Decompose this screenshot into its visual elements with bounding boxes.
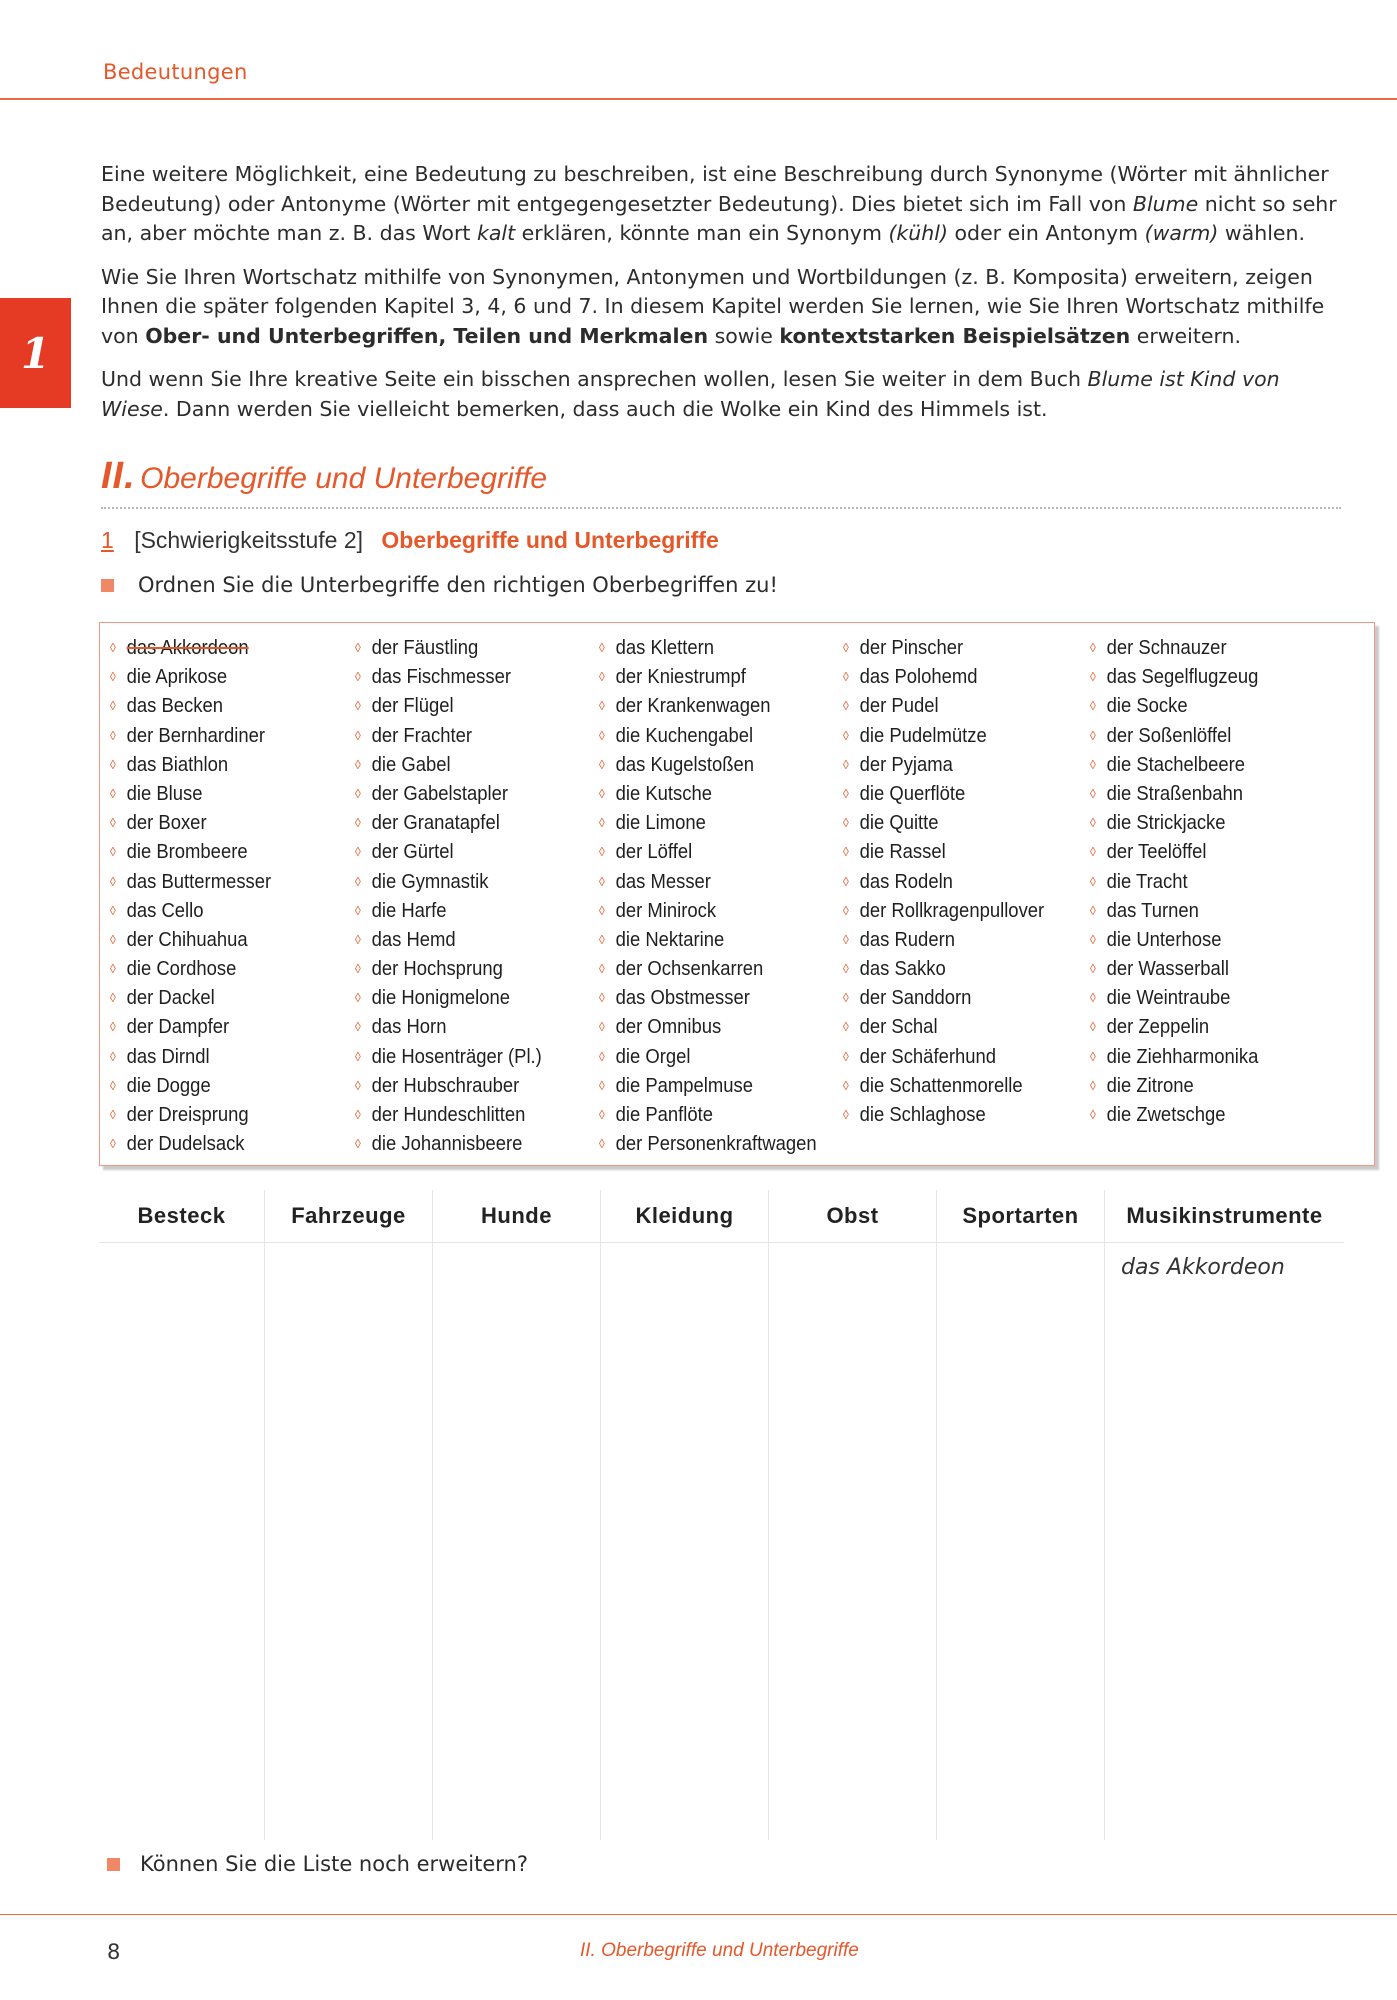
diamond-bullet-icon: ◊ — [599, 961, 605, 977]
word-item: ◊ die Kuchengabel — [599, 723, 754, 747]
footer-divider — [0, 1914, 1397, 1915]
word-item: ◊ die Socke — [1090, 694, 1188, 718]
diamond-bullet-icon: ◊ — [110, 1019, 116, 1035]
category-table — [99, 1190, 1344, 1840]
intro-paragraph-1: Eine weitere Möglichkeit, eine Bedeutung zu beschreiben, ist eine Beschreibung durch Synonyme (Wörter mit ähnlicher Bedeutung) oder Antonyme (Wörter mit entgegengesetzter Bedeutung). Dies bietet sich im Fall von Blume nicht so sehr an, aber möchte man z. B. das Wort kalt erklären, könnte man ein Synonym (kühl) oder ein Antonym (warm) wählen. — [101, 162, 1337, 245]
diamond-bullet-icon: ◊ — [355, 669, 361, 685]
section-heading — [101, 455, 1341, 509]
word-item: ◊ die Straßenbahn — [1090, 781, 1244, 805]
diamond-bullet-icon: ◊ — [843, 902, 849, 918]
task-title: Oberbegriffe und Unterbegriffe — [381, 527, 719, 553]
chapter-tab: 1 — [0, 298, 71, 408]
word-item: ◊ die Bluse — [110, 781, 203, 805]
word-item: ◊ der Granatapfel — [355, 811, 500, 835]
category-column-fahrzeuge — [265, 1190, 433, 1840]
word-item: ◊ die Harfe — [355, 898, 447, 922]
word-item: ◊ das Akkordeon — [110, 636, 249, 659]
word-item: ◊ der Schal — [843, 1015, 938, 1039]
diamond-bullet-icon: ◊ — [1090, 669, 1096, 685]
diamond-bullet-icon: ◊ — [110, 844, 116, 860]
word-item: ◊ der Wasserball — [1090, 957, 1229, 981]
word-item: ◊ der Personenkraftwagen — [599, 1132, 817, 1156]
word-item: ◊ der Frachter — [355, 723, 473, 747]
word-item: ◊ der Rollkragenpullover — [843, 898, 1045, 922]
word-item: ◊ die Zwetschge — [1090, 1103, 1226, 1126]
task-instruction: Ordnen Sie die Unterbegriffe den richtigen Oberbegriffen zu! — [101, 573, 778, 597]
diamond-bullet-icon: ◊ — [599, 756, 605, 772]
diamond-bullet-icon: ◊ — [843, 1019, 849, 1035]
diamond-bullet-icon: ◊ — [599, 1077, 605, 1093]
word-item: ◊ die Nektarine — [599, 927, 725, 951]
diamond-bullet-icon: ◊ — [843, 990, 849, 1006]
task-number: 1 — [101, 527, 114, 553]
intro-paragraph-3: Und wenn Sie Ihre kreative Seite ein bisschen ansprechen wollen, lesen Sie weiter in dem Buch Blume ist Kind von Wiese. Dann werden Sie vielleicht bemerken, dass auch die Wolke ein Kind des Himmels ist. — [101, 367, 1280, 421]
word-item: ◊ der Flügel — [355, 694, 454, 718]
word-item: ◊ die Limone — [599, 811, 706, 835]
diamond-bullet-icon: ◊ — [355, 844, 361, 860]
word-item: ◊ der Pudel — [843, 694, 939, 718]
diamond-bullet-icon: ◊ — [110, 873, 116, 889]
diamond-bullet-icon: ◊ — [599, 902, 605, 918]
diamond-bullet-icon: ◊ — [843, 931, 849, 947]
word-item: ◊ der Minirock — [599, 898, 717, 922]
diamond-bullet-icon: ◊ — [355, 961, 361, 977]
category-header: Besteck — [99, 1190, 264, 1243]
word-item: ◊ das Hemd — [355, 927, 456, 951]
word-item: ◊ die Aprikose — [110, 665, 228, 689]
diamond-bullet-icon: ◊ — [1090, 756, 1096, 772]
diamond-bullet-icon: ◊ — [599, 873, 605, 889]
diamond-bullet-icon: ◊ — [1090, 698, 1096, 714]
word-item: ◊ der Pinscher — [843, 636, 964, 659]
diamond-bullet-icon: ◊ — [843, 815, 849, 831]
word-item: ◊ der Sanddorn — [843, 986, 972, 1010]
word-column-1 — [110, 633, 289, 1158]
word-item: ◊ die Weintraube — [1090, 986, 1231, 1010]
diamond-bullet-icon: ◊ — [1090, 640, 1096, 655]
word-item: ◊ der Löffel — [599, 840, 693, 864]
diamond-bullet-icon: ◊ — [843, 785, 849, 801]
word-item: ◊ das Klettern — [599, 636, 715, 659]
diamond-bullet-icon: ◊ — [110, 669, 116, 685]
page-number: 8 — [107, 1940, 121, 1964]
category-header: Sportarten — [937, 1190, 1104, 1243]
word-item: ◊ der Pyjama — [843, 752, 953, 776]
intro-text — [101, 160, 1341, 438]
diamond-bullet-icon: ◊ — [843, 698, 849, 714]
diamond-bullet-icon: ◊ — [599, 844, 605, 860]
word-item: ◊ die Tracht — [1090, 869, 1188, 893]
word-item: ◊ die Gabel — [355, 752, 451, 776]
diamond-bullet-icon: ◊ — [355, 1019, 361, 1035]
diamond-bullet-icon: ◊ — [1090, 844, 1096, 860]
diamond-bullet-icon: ◊ — [599, 990, 605, 1006]
word-list-box — [99, 622, 1375, 1166]
word-column-5 — [1090, 633, 1277, 1129]
diamond-bullet-icon: ◊ — [110, 902, 116, 918]
word-item: ◊ die Pampelmuse — [599, 1073, 754, 1097]
category-header: Hunde — [433, 1190, 600, 1243]
diamond-bullet-icon: ◊ — [110, 640, 116, 655]
word-item: ◊ das Biathlon — [110, 752, 229, 776]
diamond-bullet-icon: ◊ — [599, 1107, 605, 1122]
diamond-bullet-icon: ◊ — [1090, 1048, 1096, 1064]
word-item: ◊ der Soßenlöffel — [1090, 723, 1232, 747]
diamond-bullet-icon: ◊ — [110, 1136, 116, 1152]
word-item: ◊ die Honigmelone — [355, 986, 511, 1010]
diamond-bullet-icon: ◊ — [1090, 961, 1096, 977]
running-header: Bedeutungen — [103, 60, 248, 84]
diamond-bullet-icon: ◊ — [599, 1019, 605, 1035]
word-item: ◊ die Orgel — [599, 1044, 691, 1068]
word-item: ◊ der Dudelsack — [110, 1132, 245, 1156]
word-item: ◊ die Panflöte — [599, 1103, 714, 1126]
word-item: ◊ der Bernhardiner — [110, 723, 266, 747]
category-header: Musikinstrumente — [1105, 1190, 1344, 1243]
word-item: ◊ die Querflöte — [843, 781, 966, 805]
word-item: ◊ das Horn — [355, 1015, 447, 1039]
word-item: ◊ das Obstmesser — [599, 986, 750, 1010]
category-column-sportarten — [937, 1190, 1105, 1840]
word-item: ◊ der Schäferhund — [843, 1044, 997, 1068]
word-item: ◊ die Brombeere — [110, 840, 248, 864]
word-item: ◊ der Hundeschlitten — [355, 1103, 526, 1126]
diamond-bullet-icon: ◊ — [355, 902, 361, 918]
diamond-bullet-icon: ◊ — [599, 669, 605, 685]
followup-question: Können Sie die Liste noch erweitern? — [107, 1852, 528, 1876]
diamond-bullet-icon: ◊ — [110, 785, 116, 801]
diamond-bullet-icon: ◊ — [599, 698, 605, 714]
diamond-bullet-icon: ◊ — [1090, 990, 1096, 1006]
diamond-bullet-icon: ◊ — [599, 727, 605, 743]
diamond-bullet-icon: ◊ — [355, 640, 361, 655]
diamond-bullet-icon: ◊ — [843, 844, 849, 860]
word-item: ◊ der Hochsprung — [355, 957, 503, 981]
word-item: ◊ die Gymnastik — [355, 869, 489, 893]
diamond-bullet-icon: ◊ — [843, 727, 849, 743]
intro-paragraph-2: Wie Sie Ihren Wortschatz mithilfe von Synonymen, Antonymen und Wortbildungen (z. B. Komposita) erweitern, zeigen Ihnen die später folgenden Kapitel 3, 4, 6 und 7. In diesem Kapitel werden Sie lernen, wie Sie Ihren Wortschatz mithilfe von Ober- und Unterbegriffen, Teilen und Merkmalen sowie kontextstarken Beispielsätzen erweitern. — [101, 264, 1325, 348]
word-item: ◊ die Schattenmorelle — [843, 1073, 1023, 1097]
diamond-bullet-icon: ◊ — [599, 815, 605, 831]
diamond-bullet-icon: ◊ — [843, 756, 849, 772]
word-item: ◊ die Hosenträger (Pl.) — [355, 1044, 542, 1068]
word-item: ◊ die Pudelmütze — [843, 723, 987, 747]
diamond-bullet-icon: ◊ — [843, 640, 849, 655]
word-item: ◊ der Dackel — [110, 986, 215, 1010]
word-item: ◊ die Ziehharmonika — [1090, 1044, 1259, 1068]
diamond-bullet-icon: ◊ — [110, 756, 116, 772]
word-item: ◊ der Ochsenkarren — [599, 957, 764, 981]
word-column-2 — [355, 633, 563, 1158]
word-item: ◊ die Zitrone — [1090, 1073, 1194, 1097]
category-column-hunde — [433, 1190, 601, 1840]
diamond-bullet-icon: ◊ — [355, 1107, 361, 1122]
category-column-kleidung — [601, 1190, 769, 1840]
word-item: ◊ der Hubschrauber — [355, 1073, 520, 1097]
diamond-bullet-icon: ◊ — [1090, 785, 1096, 801]
diamond-bullet-icon: ◊ — [1090, 873, 1096, 889]
word-item: ◊ die Johannisbeere — [355, 1132, 523, 1156]
diamond-bullet-icon: ◊ — [110, 1048, 116, 1064]
diamond-bullet-icon: ◊ — [599, 1048, 605, 1064]
diamond-bullet-icon: ◊ — [355, 727, 361, 743]
diamond-bullet-icon: ◊ — [110, 931, 116, 947]
diamond-bullet-icon: ◊ — [599, 640, 605, 655]
word-item: ◊ das Buttermesser — [110, 869, 272, 893]
word-item: ◊ das Kugelstoßen — [599, 752, 755, 776]
word-item: ◊ das Dirndl — [110, 1044, 210, 1068]
category-column-besteck — [99, 1190, 265, 1840]
word-item: ◊ der Zeppelin — [1090, 1015, 1210, 1039]
diamond-bullet-icon: ◊ — [355, 756, 361, 772]
category-header: Kleidung — [601, 1190, 768, 1243]
diamond-bullet-icon: ◊ — [843, 873, 849, 889]
word-item: ◊ der Dampfer — [110, 1015, 230, 1039]
diamond-bullet-icon: ◊ — [110, 727, 116, 743]
word-item: ◊ das Rudern — [843, 927, 955, 951]
diamond-bullet-icon: ◊ — [1090, 1077, 1096, 1093]
word-item: ◊ der Gabelstapler — [355, 781, 508, 805]
word-item: ◊ das Becken — [110, 694, 224, 718]
word-item: ◊ das Segelflugzeug — [1090, 665, 1259, 689]
diamond-bullet-icon: ◊ — [355, 785, 361, 801]
word-item: ◊ der Krankenwagen — [599, 694, 771, 718]
word-item: ◊ der Dreisprung — [110, 1103, 249, 1126]
diamond-bullet-icon: ◊ — [355, 990, 361, 1006]
diamond-bullet-icon: ◊ — [355, 873, 361, 889]
diamond-bullet-icon: ◊ — [110, 990, 116, 1006]
word-item: ◊ der Boxer — [110, 811, 207, 835]
diamond-bullet-icon: ◊ — [110, 961, 116, 977]
diamond-bullet-icon: ◊ — [1090, 1107, 1096, 1122]
word-item: ◊ die Rassel — [843, 840, 946, 864]
diamond-bullet-icon: ◊ — [355, 698, 361, 714]
diamond-bullet-icon: ◊ — [1090, 727, 1096, 743]
word-column-3 — [599, 633, 841, 1158]
example-entry: das Akkordeon — [1121, 1255, 1285, 1280]
header-divider — [0, 98, 1397, 100]
word-item: ◊ die Strickjacke — [1090, 811, 1226, 835]
word-item: ◊ der Omnibus — [599, 1015, 722, 1039]
diamond-bullet-icon: ◊ — [599, 931, 605, 947]
word-item: ◊ das Cello — [110, 898, 204, 922]
word-item: ◊ das Turnen — [1090, 898, 1199, 922]
diamond-bullet-icon: ◊ — [843, 1077, 849, 1093]
diamond-bullet-icon: ◊ — [1090, 902, 1096, 918]
diamond-bullet-icon: ◊ — [843, 961, 849, 977]
word-item: ◊ der Chihuahua — [110, 927, 248, 951]
category-column-musikinstrumente — [1105, 1190, 1344, 1840]
diamond-bullet-icon: ◊ — [843, 1107, 849, 1122]
word-item: ◊ der Gürtel — [355, 840, 454, 864]
footer-section-title: II. Oberbegriffe und Unterbegriffe — [580, 1940, 859, 1961]
diamond-bullet-icon: ◊ — [1090, 815, 1096, 831]
square-bullet-icon — [101, 579, 114, 592]
word-item: ◊ das Messer — [599, 869, 711, 893]
word-item: ◊ der Schnauzer — [1090, 636, 1227, 659]
word-item: ◊ die Schlaghose — [843, 1103, 986, 1126]
word-item: ◊ die Cordhose — [110, 957, 237, 981]
diamond-bullet-icon: ◊ — [599, 785, 605, 801]
diamond-bullet-icon: ◊ — [110, 698, 116, 714]
word-item: ◊ das Polohemd — [843, 665, 978, 689]
section-title: Oberbegriffe und Unterbegriffe — [140, 462, 548, 495]
word-item: ◊ die Quitte — [843, 811, 939, 835]
diamond-bullet-icon: ◊ — [355, 815, 361, 831]
word-item: ◊ der Teelöffel — [1090, 840, 1207, 864]
diamond-bullet-icon: ◊ — [355, 931, 361, 947]
square-bullet-icon — [107, 1858, 120, 1871]
category-column-obst — [769, 1190, 937, 1840]
category-header: Fahrzeuge — [265, 1190, 432, 1243]
diamond-bullet-icon: ◊ — [110, 1107, 116, 1122]
word-item: ◊ die Kutsche — [599, 781, 713, 805]
word-item: ◊ der Fäustling — [355, 636, 479, 659]
diamond-bullet-icon: ◊ — [1090, 931, 1096, 947]
diamond-bullet-icon: ◊ — [843, 1048, 849, 1064]
diamond-bullet-icon: ◊ — [843, 669, 849, 685]
task-header — [101, 527, 719, 554]
diamond-bullet-icon: ◊ — [599, 1136, 605, 1152]
diamond-bullet-icon: ◊ — [110, 815, 116, 831]
word-item: ◊ die Stachelbeere — [1090, 752, 1246, 776]
category-header: Obst — [769, 1190, 936, 1243]
section-number: II. — [101, 455, 136, 497]
word-item: ◊ das Sakko — [843, 957, 946, 981]
word-item: ◊ der Kniestrumpf — [599, 665, 746, 689]
diamond-bullet-icon: ◊ — [355, 1136, 361, 1152]
word-item: ◊ das Fischmesser — [355, 665, 512, 689]
diamond-bullet-icon: ◊ — [355, 1048, 361, 1064]
diamond-bullet-icon: ◊ — [1090, 1019, 1096, 1035]
word-column-4 — [843, 633, 1067, 1129]
diamond-bullet-icon: ◊ — [355, 1077, 361, 1093]
word-item: ◊ die Dogge — [110, 1073, 211, 1097]
task-difficulty: [Schwierigkeitsstufe 2] — [134, 527, 364, 553]
word-item: ◊ das Rodeln — [843, 869, 953, 893]
diamond-bullet-icon: ◊ — [110, 1077, 116, 1093]
word-item: ◊ die Unterhose — [1090, 927, 1222, 951]
